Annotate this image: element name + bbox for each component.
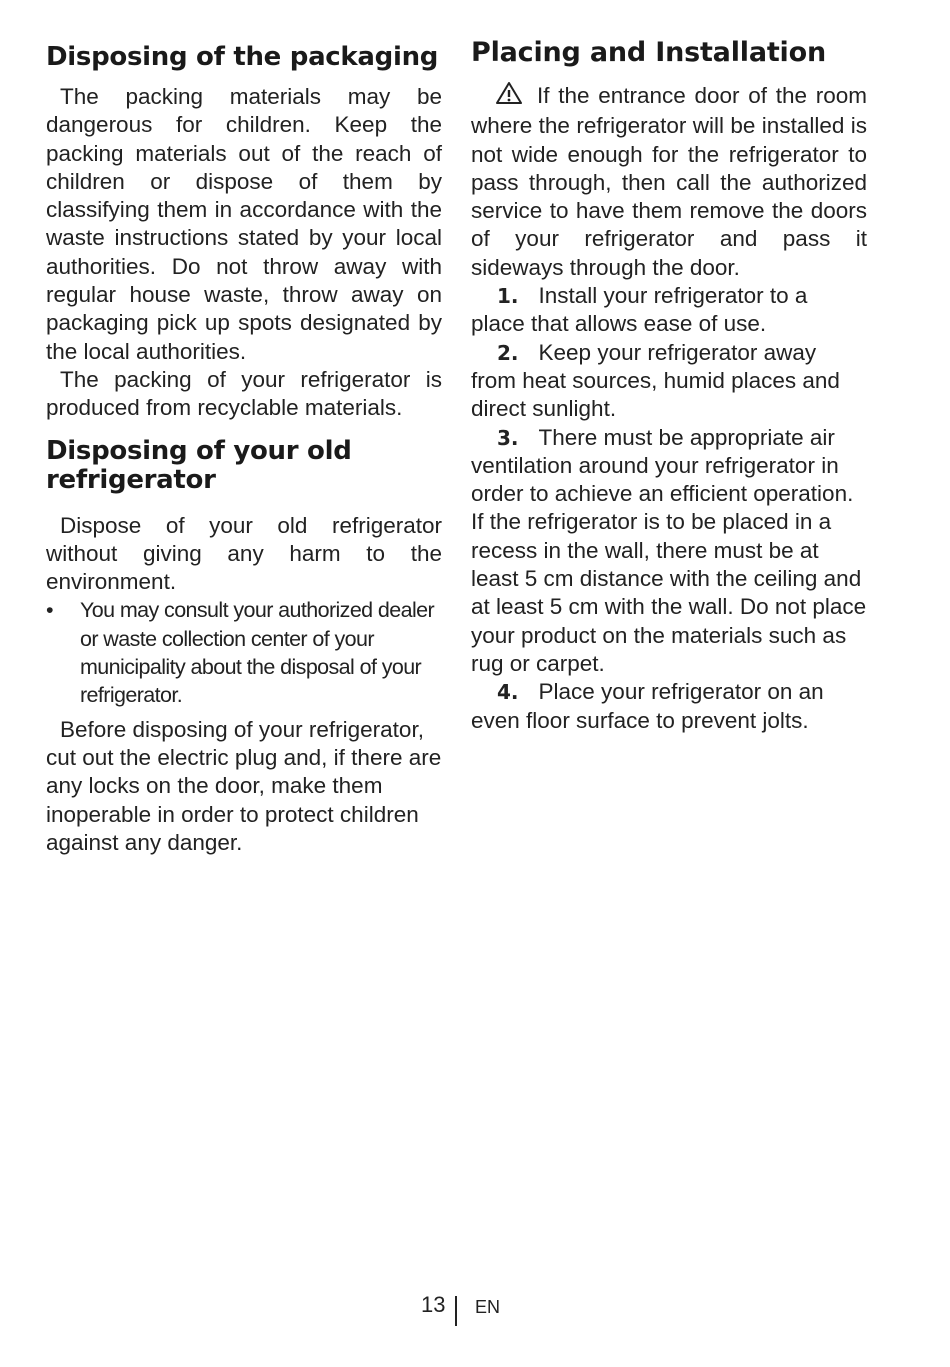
language-code: EN: [475, 1297, 501, 1317]
warning-triangle-icon: [483, 81, 523, 112]
warning-text: If the entrance door of the room where the refrigerator will be installed is not wide enough for the refrigerator to pass through, then call the authorized service to have them remove the doors of your refrigerator and pass it sideways through the door.: [471, 83, 867, 280]
heading-disposing-packaging: Disposing of the packaging: [46, 42, 439, 72]
section-disposing-packaging: [46, 43, 442, 423]
heading-disposing-old-refrigerator: Disposing of your old refrigerator: [46, 435, 352, 495]
step-text: Install your refrigerator to a place that allows ease of use.: [471, 283, 808, 337]
heading-placing-installation: Placing and Installation: [471, 37, 826, 68]
bullet-text: You may consult your authorized dealer or waste collection center of your municipality about the disposal of your refrigerator.: [80, 598, 435, 708]
step-1: [471, 282, 867, 339]
footer-divider: [455, 1296, 457, 1326]
bullet-dot-icon: •: [46, 598, 53, 623]
packaging-paragraph-1: The packing materials may be dangerous for children. Keep the packing materials out of the reach of children or dispose of them by classifying them in accordance with the waste instructions stated by your local authorities. Do not throw away with regular house waste, throw away on packaging pick up spots designated by the local authorities.: [46, 84, 442, 364]
warning-paragraph: [471, 81, 867, 282]
page-footer: [0, 1290, 950, 1330]
page-number: 13: [421, 1292, 446, 1317]
step-3: [471, 424, 867, 679]
list-item: [46, 596, 442, 709]
old-fridge-intro: Dispose of your old refrigerator without giving any harm to the environment.: [46, 512, 442, 595]
old-fridge-closing: Before disposing of your refrigerator, cut out the electric plug and, if there are any locks on the door, make them inoperable in order to protect children against any danger.: [46, 716, 442, 855]
step-number: 3.: [497, 425, 519, 450]
step-number: 2.: [497, 340, 519, 365]
left-column: [46, 38, 442, 857]
step-text: Place your refrigerator on an even floor surface to prevent jolts.: [471, 679, 824, 733]
step-2: [471, 339, 867, 424]
step-text: There must be appropriate air ventilation around your refrigerator in order to achieve an efficient operation. If the refrigerator is to be placed in a recess in the wall, there must be at least 5 cm distance with the ceiling and at least 5 cm with the wall. Do not place your product on the materials such as rug or carpet.: [471, 424, 867, 676]
section-disposing-old-refrigerator: [46, 437, 442, 858]
step-text: Keep your refrigerator away from heat sources, humid places and direct sunlight.: [471, 339, 840, 422]
step-4: [471, 678, 867, 735]
step-number: 1.: [497, 284, 519, 309]
right-column: [471, 38, 867, 735]
section-placing-installation: [471, 38, 867, 735]
old-fridge-bullet-list: [46, 596, 442, 709]
packaging-paragraph-2: The packing of your refrigerator is produced from recyclable materials.: [46, 366, 442, 421]
step-number: 4.: [497, 680, 519, 705]
